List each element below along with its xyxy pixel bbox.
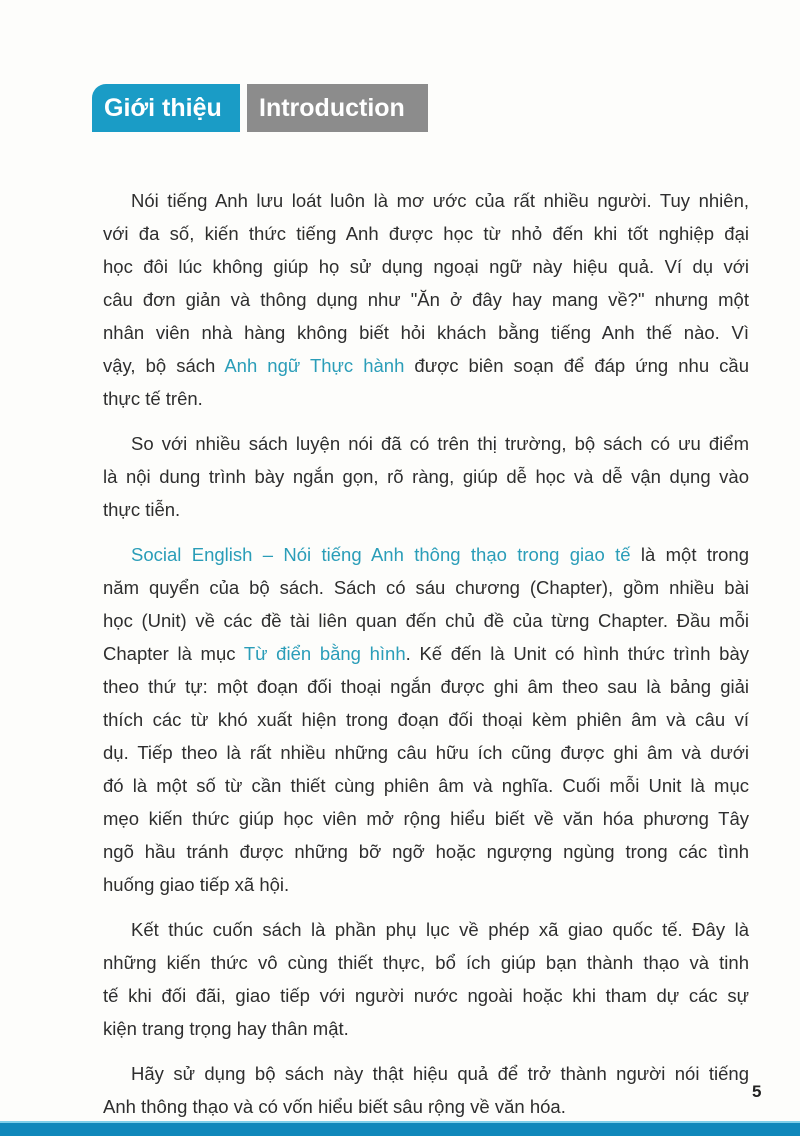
text-segment: thích các từ khó xuất hiện trong đoạn đối thoại kèm phiên âm và câu ví <box>103 709 749 730</box>
introduction-body <box>103 184 749 1135</box>
highlighted-title: Anh ngữ Thực hành <box>224 355 405 376</box>
text-line <box>103 946 749 979</box>
text-segment: Kết thúc cuốn sách là phần phụ lục về phép xã giao quốc tế. Đây là <box>131 919 749 940</box>
text-line <box>103 835 749 868</box>
text-line <box>103 571 749 604</box>
paragraph <box>103 427 749 526</box>
text-segment: thực tế trên. <box>103 388 203 409</box>
paragraph <box>103 913 749 1045</box>
text-segment: được biên soạn để đáp ứng nhu cầu <box>404 355 749 376</box>
text-line <box>103 493 749 526</box>
section-title-english: Introduction <box>247 84 428 132</box>
text-line <box>103 217 749 250</box>
text-line <box>103 538 749 571</box>
text-line <box>103 604 749 637</box>
text-line <box>103 316 749 349</box>
text-line <box>103 1090 749 1123</box>
text-segment: dụ. Tiếp theo là rất nhiều những câu hữu ích cũng được ghi âm và dưới <box>103 742 749 763</box>
text-segment: những kiến thức vô cùng thiết thực, bổ ích giúp bạn thành thạo và tinh <box>103 952 749 973</box>
text-line <box>103 670 749 703</box>
text-line <box>103 250 749 283</box>
text-segment: là nội dung trình bày ngắn gọn, rõ ràng, giúp dễ học và dễ vận dụng vào <box>103 466 749 487</box>
text-segment: kiện trang trọng hay thân mật. <box>103 1018 349 1039</box>
text-segment: Anh thông thạo và có vốn hiểu biết sâu rộng về văn hóa. <box>103 1096 566 1117</box>
text-segment: ngõ hầu tránh được những bỡ ngỡ hoặc ngượng ngùng trong các tình <box>103 841 749 862</box>
text-line <box>103 1012 749 1045</box>
paragraph <box>103 538 749 901</box>
text-segment: là một trong <box>630 544 749 565</box>
text-line <box>103 913 749 946</box>
text-segment: thực tiễn. <box>103 499 181 520</box>
text-segment: năm quyển của bộ sách. Sách có sáu chương (Chapter), gồm nhiều bài <box>103 577 749 598</box>
text-segment: đó là một số từ cần thiết cùng phiên âm và nghĩa. Cuối mỗi Unit là mục <box>103 775 749 796</box>
text-segment: Nói tiếng Anh lưu loát luôn là mơ ước của rất nhiều người. Tuy nhiên, <box>131 190 749 211</box>
text-segment: học (Unit) về các đề tài liên quan đến chủ đề của từng Chapter. Đầu mỗi <box>103 610 749 631</box>
bottom-accent-bar <box>0 1121 800 1136</box>
paragraph <box>103 184 749 415</box>
highlighted-title: Từ điển bằng hình <box>243 643 406 664</box>
paragraph <box>103 1057 749 1123</box>
text-line <box>103 427 749 460</box>
text-segment: với đa số, kiến thức tiếng Anh được học từ nhỏ đến khi tốt nghiệp đại <box>103 223 749 244</box>
text-line <box>103 382 749 415</box>
page-number: 5 <box>752 1082 762 1101</box>
section-title-vietnamese: Giới thiệu <box>92 84 240 132</box>
text-line <box>103 703 749 736</box>
text-segment: vậy, bộ sách <box>103 355 225 376</box>
text-line <box>103 769 749 802</box>
text-line <box>103 736 749 769</box>
text-line <box>103 1057 749 1090</box>
text-line <box>103 637 749 670</box>
text-segment: . Kế đến là Unit có hình thức trình bày <box>405 643 749 664</box>
text-line <box>103 979 749 1012</box>
text-segment: mẹo kiến thức giúp học viên mở rộng hiểu biết về văn hóa phương Tây <box>103 808 749 829</box>
text-segment: huống giao tiếp xã hội. <box>103 874 290 895</box>
text-segment: theo thứ tự: một đoạn đối thoại ngắn được ghi âm theo sau là bảng giải <box>103 676 749 697</box>
text-segment: Chapter là mục <box>103 643 244 664</box>
text-segment: nhân viên nhà hàng không biết hỏi khách bằng tiếng Anh thế nào. Vì <box>103 322 749 343</box>
text-line <box>103 868 749 901</box>
text-line <box>103 349 749 382</box>
text-line <box>103 184 749 217</box>
text-segment: câu đơn giản và thông dụng như "Ăn ở đây hay mang về?" nhưng một <box>103 289 749 310</box>
text-line <box>103 802 749 835</box>
text-segment: Hãy sử dụng bộ sách này thật hiệu quả để trở thành người nói tiếng <box>131 1063 749 1084</box>
text-segment: học đôi lúc không giúp họ sử dụng ngoại ngữ này hiệu quả. Ví dụ với <box>103 256 749 277</box>
text-segment: tế khi đối đãi, giao tiếp với người nước ngoài hoặc khi tham dự các sự <box>103 985 749 1006</box>
highlighted-title: Social English – Nói tiếng Anh thông thạo trong giao tế <box>131 544 631 565</box>
text-segment: So với nhiều sách luyện nói đã có trên thị trường, bộ sách có ưu điểm <box>131 433 749 454</box>
text-line <box>103 460 749 493</box>
text-line <box>103 283 749 316</box>
